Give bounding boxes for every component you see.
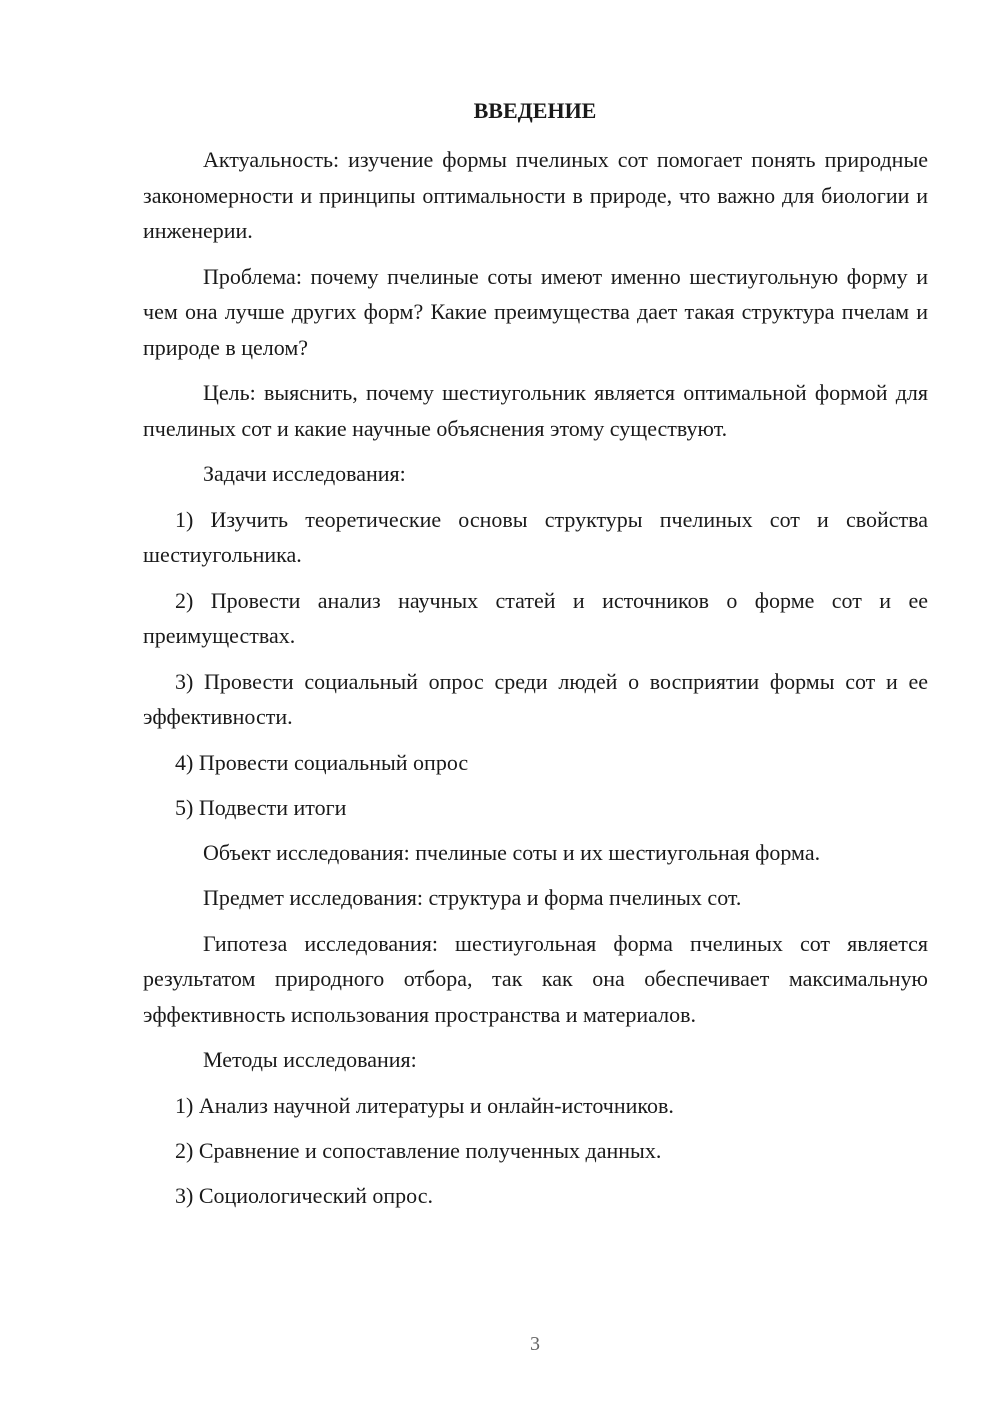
- task-item: 4) Провести социальный опрос: [175, 749, 469, 775]
- tasks-heading: Задачи исследования:: [203, 461, 406, 486]
- hypothesis-paragraph: Гипотеза исследования: шестиугольная форма пчелиных сот является результатом природного отбора, так как она обеспечивает максимальную эффективность использования пространства и материалов.: [143, 930, 928, 1027]
- method-item: 2) Сравнение и сопоставление полученных данных.: [175, 1137, 662, 1163]
- page-number: 3: [530, 1333, 540, 1355]
- relevance-paragraph: Актуальность: изучение формы пчелиных сот помогает понять природные закономерности и принципы оптимальности в природе, что важно для биологии и инженерии.: [143, 147, 928, 243]
- section-title: ВВЕДЕНИЕ: [473, 98, 597, 123]
- task-item: 3) Провести социальный опрос среди людей о восприятии формы сот и ее эффективности.: [143, 668, 928, 729]
- task-item: 1) Изучить теоретические основы структуры пчелиных сот и свойства шестиугольника.: [143, 506, 928, 567]
- method-item: 3) Социологический опрос.: [175, 1182, 433, 1208]
- problem-paragraph: Проблема: почему пчелиные соты имеют именно шестиугольную форму и чем она лучше других форм? Какие преимущества дает такая структура пчелам и природе в целом?: [143, 263, 928, 360]
- task-item: 2) Провести анализ научных статей и источников о форме сот и ее преимуществах.: [143, 587, 928, 648]
- methods-heading: Методы исследования:: [203, 1047, 417, 1072]
- object-paragraph: Объект исследования: пчелиные соты и их шестиугольная форма.: [203, 839, 821, 865]
- goal-paragraph: Цель: выяснить, почему шестиугольник является оптимальной формой для пчелиных сот и какие научные объяснения этому существуют.: [143, 380, 928, 441]
- method-item: 1) Анализ научной литературы и онлайн-источников.: [175, 1092, 674, 1118]
- tasks-list: [143, 502, 928, 826]
- task-item: 5) Подвести итоги: [175, 794, 347, 820]
- methods-list: [143, 1088, 928, 1214]
- subject-paragraph: Предмет исследования: структура и форма пчелиных сот.: [203, 885, 742, 910]
- intro-content: [143, 142, 928, 1223]
